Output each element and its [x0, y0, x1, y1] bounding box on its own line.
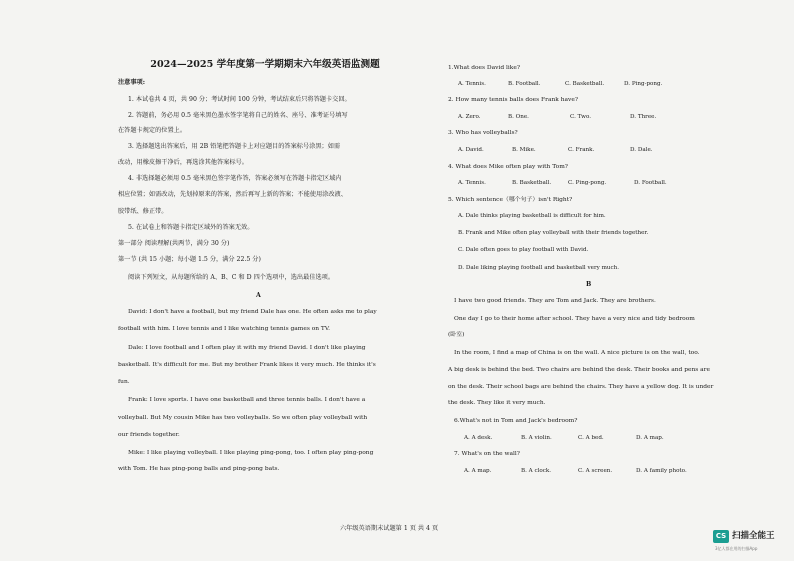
notice-line: 5. 在试卷上和答题卡指定区域外的答案无效。 — [128, 224, 254, 231]
option-5a: A. Dale thinks playing basketball is difficult for him. — [458, 213, 606, 219]
option-7d: D. A family photo. — [636, 468, 687, 474]
question-3: 3. Who has volleyballs? — [448, 130, 518, 136]
option-7c: C. A screen. — [578, 468, 613, 474]
notice-line: 4. 非选择题必须用 0.5 毫米黑色签字笔作答，答案必须写在答题卡指定区域内 — [128, 175, 342, 182]
passage-a-line: David: I don't have a football, but my friend Dale has one. He often asks me to play — [128, 309, 377, 315]
notice-line: 3. 选择题选出答案后，用 2B 铅笔把答题卡上对应题目的答案标号涂黑；如需 — [128, 143, 341, 150]
notice-line: 1. 本试卷共 4 页，共 90 分；考试时间 100 分钟，考试结束后只将答题卡交回。 — [128, 96, 351, 103]
option-3b: B. Mike. — [512, 147, 536, 153]
scanner-watermark — [713, 527, 793, 557]
option-4a: A. Tennis. — [458, 180, 486, 186]
passage-b-line: the desk. They like it very much. — [448, 400, 546, 406]
passage-b-line: on the desk. Their school bags are behind the chairs. They have a yellow dog. It is under — [448, 384, 714, 390]
notice-heading: 注意事项: — [118, 79, 146, 86]
option-7b: B. A clock. — [521, 468, 552, 474]
option-5c: C. Dale often goes to play football with David. — [458, 247, 589, 253]
passage-b-line: (卧室) — [448, 332, 465, 338]
question-5: 5. Which sentence（哪个句子）isn't Right? — [448, 197, 573, 203]
option-2c: C. Two. — [570, 114, 592, 120]
passage-a-line: our friends together. — [118, 432, 180, 438]
passage-b-line: I have two good friends. They are Tom and Jack. They are brothers. — [454, 298, 656, 304]
option-3c: C. Frank. — [568, 147, 595, 153]
passage-a-line: basketball. It's difficult for me. But my brother Frank likes it very much. He thinks it's — [118, 362, 376, 368]
passage-a-label: A — [256, 292, 261, 299]
notice-line: 改动，用橡皮擦干净后，再选涂其他答案标号。 — [118, 159, 248, 166]
option-3a: A. David. — [458, 147, 484, 153]
option-7a: A. A map. — [464, 468, 492, 474]
question-4: 4. What does Mike often play with Tom? — [448, 164, 568, 170]
section-heading: 第一节 (共 15 小题；每小题 1.5 分，满分 22.5 分) — [118, 256, 261, 263]
page-footer: 六年级英语期末试题第 1 页 共 4 页 — [340, 525, 439, 532]
passage-b-line: In the room, I find a map of China is on the wall. A nice picture is on the wall, too. — [454, 350, 700, 356]
scanner-tagline: 3亿人都在用的扫描App — [715, 546, 758, 551]
option-1a: A. Tennis. — [458, 81, 486, 87]
question-2: 2. How many tennis balls does Frank have? — [448, 97, 578, 103]
option-4c: C. Ping-pong. — [568, 180, 607, 186]
passage-a-line: football with him. I love tennis and I like watching tennis games on TV. — [118, 326, 330, 332]
scanner-logo-icon: CS — [713, 530, 729, 543]
option-2a: A. Zero. — [458, 114, 481, 120]
option-6b: B. A violin. — [521, 435, 552, 441]
instruction: 阅读下列短文，从每题所给的 A、B、C 和 D 四个选项中，选出最佳选项。 — [128, 274, 335, 281]
passage-b-line: A big desk is behind the bed. Two chairs are behind the desk. Their books and pens are — [448, 367, 710, 373]
option-2b: B. One. — [508, 114, 529, 120]
scanner-name: 扫描全能王 — [732, 531, 775, 541]
notice-line: 相应位置；如需改动，先划掉原来的答案，然后再写上新的答案；不能使用涂改液、 — [118, 191, 347, 198]
notice-line: 胶带纸、修正带。 — [118, 208, 168, 215]
passage-a-line: Mike: I like playing volleyball. I like playing ping-pong, too. I often play ping-pong — [128, 450, 374, 456]
passage-b-line: One day I go to their home after school. They have a very nice and tidy bedroom — [454, 316, 695, 322]
option-3d: D. Dale. — [630, 147, 653, 153]
exam-title: 2024—2025 学年度第一学期期末六年级英语监测题 — [150, 59, 380, 70]
option-6a: A. A desk. — [464, 435, 493, 441]
option-1c: C. Basketball. — [565, 81, 605, 87]
passage-a-line: fun. — [118, 379, 130, 385]
question-7: 7. What's on the wall? — [454, 451, 520, 457]
part-heading: 第一部分 阅读理解(共两节，满分 30 分) — [118, 240, 230, 247]
option-4b: B. Basketball. — [512, 180, 552, 186]
passage-a-line: Frank: I love sports. I have one basketball and three tennis balls. I don't have a — [128, 397, 366, 403]
passage-a-line: Dale: I love football and I often play it with my friend David. I don't like playing — [128, 345, 366, 351]
option-6d: D. A map. — [636, 435, 664, 441]
option-5b: B. Frank and Mike often play volleyball with their friends together. — [458, 230, 649, 236]
passage-a-line: with Tom. He has ping-pong balls and ping-pong bats. — [118, 466, 280, 472]
option-2d: D. Three. — [630, 114, 657, 120]
passage-b-label: B — [586, 281, 592, 288]
option-1b: B. Football. — [508, 81, 541, 87]
notice-line: 在答题卡规定的位置上。 — [118, 127, 187, 134]
option-5d: D. Dale liking playing football and basketball very much. — [458, 265, 620, 271]
question-1: 1.What does David like? — [448, 65, 520, 71]
option-6c: C. A bed. — [578, 435, 604, 441]
question-6: 6.What's not in Tom and Jack's bedroom? — [454, 418, 578, 424]
notice-line: 2. 答题前，务必用 0.5 毫米黑色墨水签字笔将自己的姓名、座号、准考证号填写 — [128, 112, 348, 119]
passage-a-line: volleyball. But My cousin Mike has two volleyballs. So we often play volleyball with — [118, 415, 368, 421]
option-1d: D. Ping-pong. — [624, 81, 663, 87]
option-4d: D. Football. — [634, 180, 667, 186]
